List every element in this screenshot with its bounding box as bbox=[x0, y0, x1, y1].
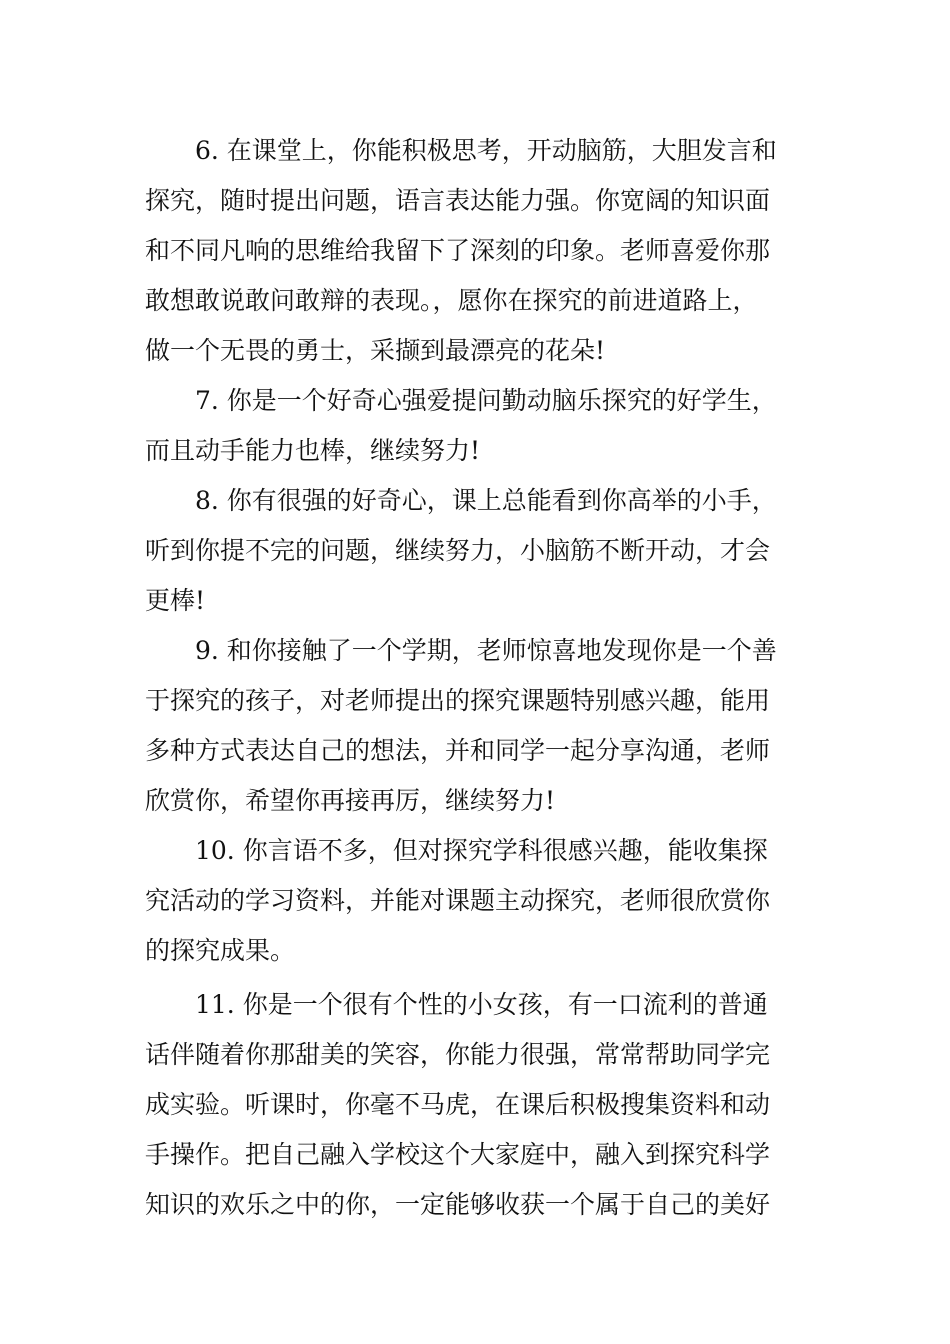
paragraph-9 bbox=[145, 626, 810, 826]
paragraph-line: 7. 你是一个好奇心强爱提问勤动脑乐探究的好学生， bbox=[195, 386, 777, 415]
paragraph-10 bbox=[145, 826, 810, 976]
paragraph-line: 究活动的学习资料，并能对课题主动探究，老师很欣赏你 bbox=[145, 886, 771, 915]
paragraph-7 bbox=[145, 376, 810, 476]
paragraph-line: 知识的欢乐之中的你，一定能够收获一个属于自己的美好 bbox=[145, 1190, 771, 1219]
paragraph-line: 9. 和你接触了一个学期，老师惊喜地发现你是一个善 bbox=[195, 636, 777, 665]
paragraph-line: 话伴随着你那甜美的笑容，你能力很强，常常帮助同学完 bbox=[145, 1040, 771, 1069]
paragraph-line: 的探究成果。 bbox=[145, 936, 296, 965]
paragraph-11 bbox=[145, 980, 810, 1230]
paragraph-line: 8. 你有很强的好奇心，课上总能看到你高举的小手， bbox=[195, 486, 777, 515]
paragraph-8 bbox=[145, 476, 810, 626]
paragraph-line: 于探究的孩子，对老师提出的探究课题特别感兴趣，能用 bbox=[145, 686, 771, 715]
paragraph-line: 多种方式表达自己的想法，并和同学一起分享沟通，老师 bbox=[145, 736, 771, 765]
paragraph-line: 成实验。听课时，你毫不马虎，在课后积极搜集资料和动 bbox=[145, 1090, 771, 1119]
paragraph-line: 手操作。把自己融入学校这个大家庭中，融入到探究科学 bbox=[145, 1140, 771, 1169]
paragraph-line: 6. 在课堂上，你能积极思考，开动脑筋，大胆发言和 bbox=[195, 136, 777, 165]
paragraph-line: 敢想敢说敢问敢辩的表现。，愿你在探究的前进道路上， bbox=[145, 286, 758, 315]
paragraph-line: 探究，随时提出问题，语言表达能力强。你宽阔的知识面 bbox=[145, 186, 771, 215]
paragraph-line: 和不同凡响的思维给我留下了深刻的印象。老师喜爱你那 bbox=[145, 236, 771, 265]
paragraph-line: 听到你提不完的问题，继续努力，小脑筋不断开动，才会 bbox=[145, 536, 771, 565]
paragraph-line: 11. 你是一个很有个性的小女孩，有一口流利的普通 bbox=[195, 990, 768, 1019]
paragraph-line: 更棒! bbox=[145, 586, 206, 615]
document-body bbox=[145, 126, 810, 1230]
paragraph-line: 10. 你言语不多，但对探究学科很感兴趣，能收集探 bbox=[195, 836, 768, 865]
paragraph-line: 做一个无畏的勇士，采撷到最漂亮的花朵! bbox=[145, 336, 606, 365]
paragraph-6 bbox=[145, 126, 810, 376]
paragraph-line: 欣赏你，希望你再接再厉，继续努力! bbox=[145, 786, 556, 815]
paragraph-line: 而且动手能力也棒，继续努力! bbox=[145, 436, 481, 465]
